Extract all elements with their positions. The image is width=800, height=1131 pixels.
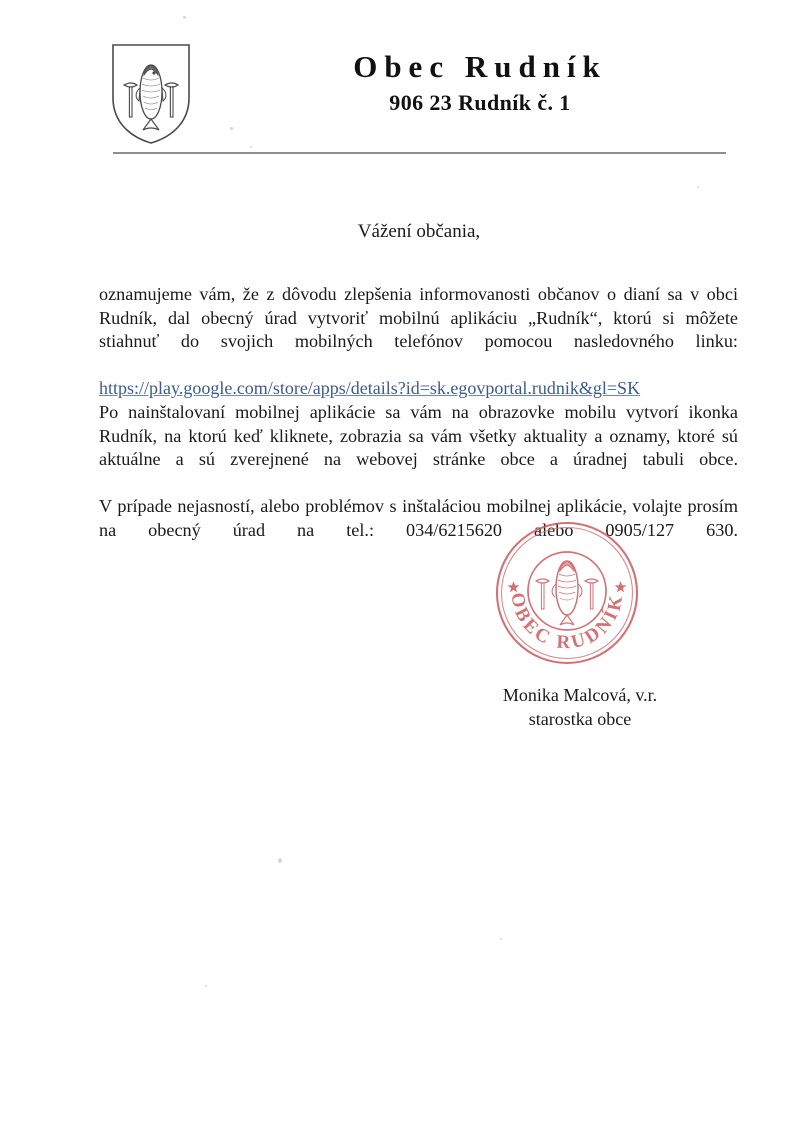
coat-of-arms-icon	[110, 42, 192, 146]
scan-speck	[697, 186, 699, 188]
signatory-title: starostka obce	[528, 709, 632, 729]
stamp-star-icon	[508, 581, 627, 592]
paragraph-intro: oznamujeme vám, že z dôvodu zlepšenia informovanosti občanov o dianí sa v obci Rudník, dal obecný úrad vytvoriť mobilnú aplikáciu „Rudník“, ktorú si môžete stiahnuť do svojich mobilných telefónov pomocou nasledovného linku:	[99, 284, 738, 352]
google-play-link[interactable]: https://play.google.com/store/apps/details?id=sk.egovportal.rudnik&gl=SK	[99, 378, 641, 399]
official-stamp	[492, 518, 642, 668]
organization-address: 906 23 Rudník č. 1	[389, 89, 571, 115]
salutation: Vážení občania,	[357, 221, 481, 242]
app-link-line	[99, 377, 738, 401]
stamp-ring-text: OBEC RUDNÍK	[506, 591, 628, 654]
body-copy	[99, 283, 738, 566]
header-divider	[113, 152, 726, 154]
page-title: Obec Rudník	[353, 49, 607, 84]
scan-speck	[278, 858, 282, 863]
paragraph-contact: V prípade nejasností, alebo problémov s inštaláciou mobilnej aplikácie, volajte prosím na obecný úrad na tel.: 034/6215620 alebo 0905/127 630.	[99, 496, 738, 540]
signature-block	[420, 683, 740, 731]
stamp-emblem-icon	[536, 561, 598, 625]
organization-titles	[230, 50, 730, 116]
scan-speck	[500, 938, 502, 940]
paragraph-instructions: Po nainštalovaní mobilnej aplikácie sa vám na obrazovke mobilu vytvorí ikonka Rudník, na ktorú keď kliknete, zobrazia sa vám všetky aktuality a oznamy, ktoré sú aktuálne a sú zverejnené na webovej stránke obce a úradnej tabuli obce.	[99, 401, 738, 470]
letterhead	[0, 0, 800, 160]
svg-text:OBEC RUDNÍK	[506, 591, 627, 653]
signatory-name: Monika Malcová, v.r.	[502, 685, 658, 705]
scan-speck	[205, 985, 207, 987]
